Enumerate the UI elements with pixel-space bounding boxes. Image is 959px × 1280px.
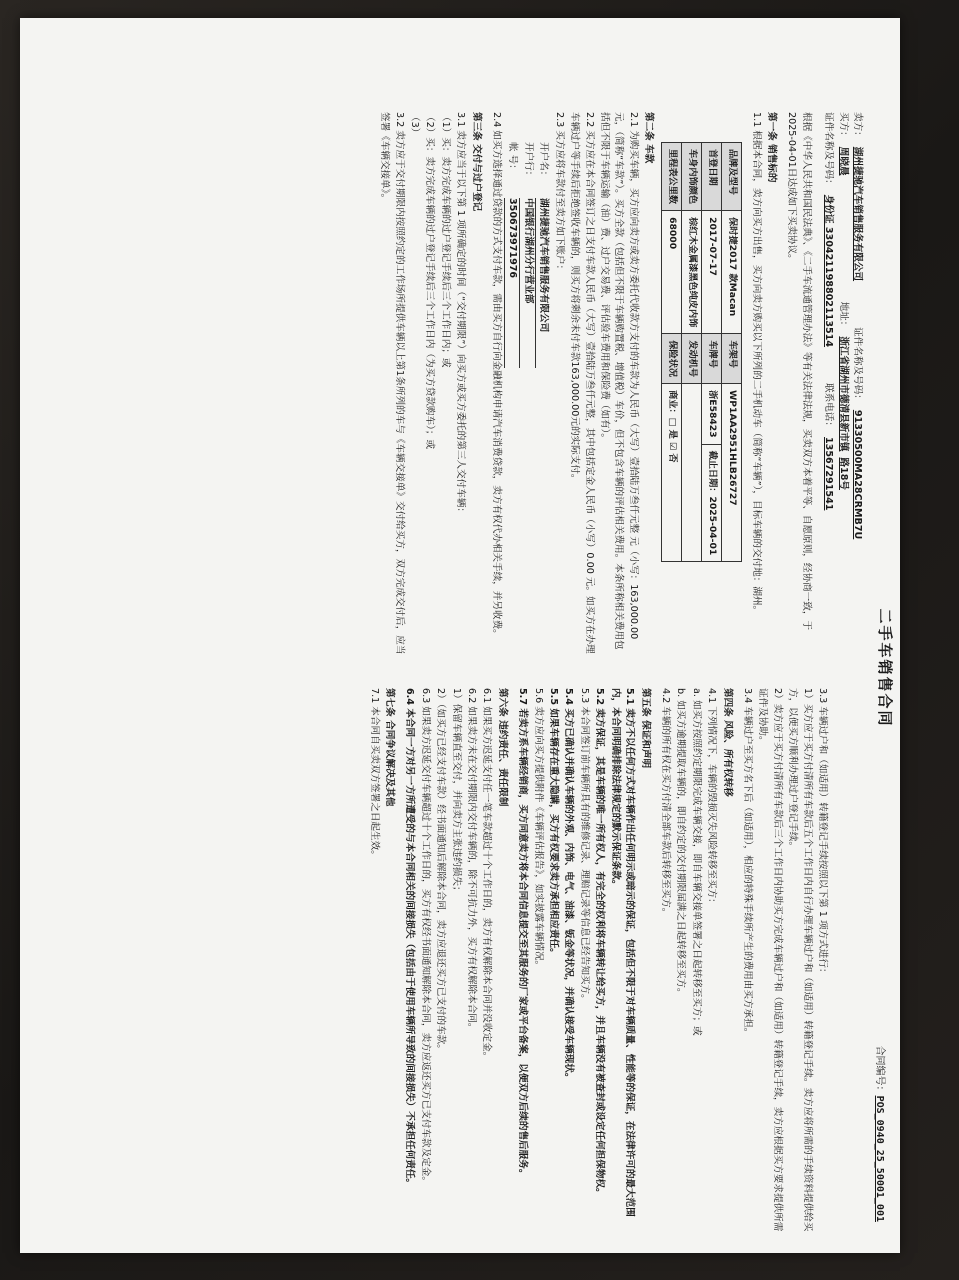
expiry-label: 截止日期： xyxy=(706,450,718,497)
clause-6-2: 6.2 如果卖方未在交付期限内交付车辆的，除不可抗力外，买方有权解除本合同。 xyxy=(466,688,478,1033)
right-column xyxy=(365,688,830,1233)
table-cell xyxy=(702,444,722,562)
bank-branch-row xyxy=(520,142,535,657)
contract-document xyxy=(80,88,900,1248)
bank-account-block xyxy=(504,142,550,657)
seller-id-label: 证件名称及号码： xyxy=(852,327,863,404)
clause-3-1b: （2）买：卖方完成车辆的过户登记手续后三个工作日内（为买方贷款购车）；或 xyxy=(424,112,436,450)
clause-5-5: 5.5 如果车辆存在重大隐瞒，买方有权要求卖方承担相应责任。 xyxy=(548,688,560,958)
clause-3-4: 3.4 车辆过户至买方名下后（如适用），相应的特殊手续所产生的费用由买方承担。 xyxy=(741,688,753,1038)
table-header-cell: 里程表公里数 xyxy=(662,143,682,211)
phone-label: 联系电话： xyxy=(823,383,835,431)
clause-6-2b: 2）（如买方已经支付车款）经书面通知后解除本合同，卖方应退还买方已支付的车款。 xyxy=(435,688,447,1054)
clause-3-1: 3.1 卖方应当于以下第 1 项所确定的时间（“交付期限”）向买方或买方委托的第三人交付车辆： xyxy=(455,112,467,518)
address-label: 地址： xyxy=(837,301,849,331)
seller-row xyxy=(850,112,864,657)
bank-branch: 中国银行湖州分行营业部 xyxy=(520,198,535,368)
vehicle-table xyxy=(661,142,742,562)
clause-6-2a: 1）保留车辆直至交付，并向卖方主张违约损失； xyxy=(450,688,462,896)
seller-label: 卖方： xyxy=(852,112,863,141)
buyer-name: 周晓晨 xyxy=(837,146,849,176)
table-cell: 商业：□ 是 ☑ 否 xyxy=(662,384,682,562)
clause-3-2: 3.2 卖方应于交付期限内按照约定的工作场所提供车辆以上第1条所列的车与《车辆交接单》交付给买方，双方完成交付后，应当签署《车辆交接单》。 xyxy=(379,112,405,655)
buyer-address-suffix: 路18号 xyxy=(837,457,849,491)
bank-account-row xyxy=(504,142,519,657)
section-3-title: 第三条 交付与过户登记 xyxy=(470,112,482,212)
clause-2-3: 2.3 买方应将车款付至卖方如下账户： xyxy=(553,112,565,275)
bank-name-row xyxy=(535,142,550,657)
table-cell xyxy=(682,384,702,562)
clause-4-1b: b. 如买方逾期提取车辆的，即自约定的交付期限届满之日起转移至买方。 xyxy=(675,688,687,998)
bank-name-label: 开户名： xyxy=(538,142,550,181)
buyer-row xyxy=(835,112,849,657)
contract-number-label: 合同编号： xyxy=(874,1045,885,1096)
clause-4-1: 4.1 下列情况下，车辆的毁损灭失风险转移至买方： xyxy=(706,688,718,908)
bank-account-label: 帐 号： xyxy=(507,142,519,174)
clause-5-4: 5.4 买方已确认并确认车辆的外观、内饰、电气、油漆、钣金等状况，并确认接受车辆现状。 xyxy=(563,688,575,1083)
buyer-address: 浙江省湖州市德清县新市镇 xyxy=(837,336,849,452)
table-cell: 浙E58423 xyxy=(702,384,722,444)
clause-6-4: 6.4 本合同一方对另一方所遭受的与本合同相关的间接损失（包括由于使用车辆所导致的间接损失）不承担任何责任。 xyxy=(404,688,416,1189)
expiry-value: 2025-04-01 xyxy=(706,496,718,556)
buyer-id-row xyxy=(821,112,835,657)
bank-account-number: 350673971976 xyxy=(504,198,519,368)
buyer-phone: 13567291541 xyxy=(823,437,835,511)
section-2-title: 第二条 车款 xyxy=(643,112,655,164)
clause-7-1: 7.1 本合同自买卖双方签署之日起生效。 xyxy=(368,688,380,860)
table-header-cell: 车牌号 xyxy=(702,334,722,384)
clause-3-3: 3.3 车辆过户和（如适用）转籍登记手续按照以下第 1 项方式进行： xyxy=(817,688,828,978)
contract-number xyxy=(872,1046,886,1222)
bank-name: 湖州捷驰汽车销售服务有限公司 xyxy=(535,198,550,368)
table-row xyxy=(662,143,682,562)
clause-4-2: 4.2 车辆的所有权在买方付清全部车款后转移至买方。 xyxy=(659,688,671,918)
contract-sheet xyxy=(20,18,900,1253)
section-1-title: 第一条 销售标的 xyxy=(765,112,777,183)
table-header-cell: 车架号 xyxy=(722,334,742,384)
table-cell: 2017-07-17 xyxy=(702,211,722,334)
table-cell: 保时捷2017 款Macan xyxy=(722,211,742,334)
clause-2-1: 2.1 为购买车辆，买方应向卖方或卖方委托代收款方支付的车款为人民币（大写）壹拾陆万叁仟元整 元（小写：163,000.00元，（简称“车款”）。买方全款（包括但不限于车辆购置税、增值税）车价，但不包含车辆的评估相关费用。本条所称相关费用包括但不限于车辆运输（油）费、过户交易费、评估验车费用和保险费（如有）。 xyxy=(598,112,639,650)
seller-name: 湖州捷驰汽车销售服务有限公司 xyxy=(852,146,863,282)
clause-3-3b: 2）卖方应于买方付清所有车款后三个工作日内协助买方完成车辆过户和（如适用）转籍登记手续，卖方应根据买方要求提供所需证件及协助。 xyxy=(757,688,783,1232)
section-4-title: 第四条 风险、所有权转移 xyxy=(721,688,733,797)
contract-number-value: POS_0940_25_50001_001 xyxy=(874,1095,885,1222)
section-5-title: 第五条 保证和声明 xyxy=(639,688,651,769)
clause-5-7: 5.7 若卖方系车辆经销商，买方同意卖方将本合同信息提交至其服务的厂家或平台备案，以便双方后续的售后服务。 xyxy=(517,688,529,1179)
clause-2-4: 2.4 如买方选择通过贷款的方式支付车款，需由买方自行向金融机构申请汽车消费贷款，卖方有权代办相关手续，并另收费。 xyxy=(491,112,503,639)
clause-5-3: 5.3 本合同签订前车辆所具有的维修记录、理赔记录等信息已经告知买方。 xyxy=(578,688,590,1004)
bank-branch-label: 开户行： xyxy=(522,142,534,181)
clause-3-3a: 1）买方应于买方付清所有车款后五个工作日内自行办理车辆过户和（如适用）转籍登记手续。卖方应将所需的手续资料提供给买方，以便买方顺利办理过户登记手续。 xyxy=(787,688,813,1232)
seller-id: 91330500MA28CRMB7U xyxy=(852,409,863,540)
buyer-id-label: 证件名称及号码： xyxy=(823,112,835,189)
clause-3-1a: （1）买：卖方完成车辆的过户登记手续后三个工作日内；或 xyxy=(439,112,451,368)
clause-5-6: 5.6 卖方应向买方提供附件《车辆评估报告》，如实披露车辆情况。 xyxy=(532,688,544,971)
table-header-cell: 首登日期 xyxy=(702,143,722,211)
clause-3-1c: （3） xyxy=(409,112,421,138)
left-column xyxy=(376,112,864,657)
clause-5-2: 5.2 卖方保证，其是车辆的唯一所有权人，有完全的权利将车辆转让给买方，并且车辆没有被查封或设定任何担保物权。 xyxy=(594,688,606,1198)
section-7-title: 第七条 合同争议解决及其他 xyxy=(384,688,396,807)
table-cell: WP1AA2951HLB26727 xyxy=(722,384,742,562)
table-cell: 68000 xyxy=(662,211,682,334)
clause-1-1: 1.1 根据本合同，卖方向买方出售，买方向卖方购买以下所列的二手机动车（简称“车辆”），目标车辆的交付地：湖州。 xyxy=(750,112,762,616)
section-6-title: 第六条 违约责任、责任限制 xyxy=(496,688,508,807)
clause-2-2: 2.2 买方应在本合同签订之日支付车款人民币（大写）壹拾陆万叁仟元整，其中包括定金人民币（小写）0.00 元。如买方在办理车辆过户等手续后拒绝签收车辆的，则买方将剩余未付车款163,000.00元的实际支付。 xyxy=(569,112,595,654)
contract-title: 二手车销售合同 xyxy=(876,608,894,728)
clause-6-1: 6.1 如果买方迟延支付任一笔车款超过十个工作日的，卖方有权解除本合同并没收定金。 xyxy=(481,688,493,1062)
clause-5-1: 5.1 卖方不以任何方式对车辆作出任何明示或暗示的保证，包括但不限于对车辆质量、性能等的保证，在法律许可的最大范围内，本合同明确排除法律规定的默示保证条款。 xyxy=(609,688,636,1217)
table-row xyxy=(722,143,742,562)
table-header-cell: 车身内饰颜色 xyxy=(682,143,702,211)
buyer-label: 买方： xyxy=(837,112,849,141)
table-header-cell: 品牌及型号 xyxy=(722,143,742,211)
table-header-cell: 发动机号 xyxy=(682,334,702,384)
intro-paragraph: 根据《中华人民共和国民法典》、《二手车流通管理办法》等有关法律法规，买卖双方本着平等、自愿原则，经协商一致，于2025-04-01日达成如下买卖协议。 xyxy=(786,112,812,631)
table-row xyxy=(682,143,702,562)
table-row xyxy=(702,143,722,562)
table-cell: 棕红木金属漆黑色纯皮内饰 xyxy=(682,211,702,334)
table-header-cell: 保险状况 xyxy=(662,334,682,384)
clause-6-3: 6.3 如果卖方迟延交付车辆超过十个工作日的，买方有权经书面通知解除本合同，卖方应返还买方已支付车款及定金。 xyxy=(419,688,431,1186)
buyer-id: 身份证 330421198802113514 xyxy=(823,194,835,348)
clause-4-1a: a. 如买方按照约定期限完成车辆交接，即自车辆交接单签署之日起转移至买方；或 xyxy=(690,688,702,1036)
